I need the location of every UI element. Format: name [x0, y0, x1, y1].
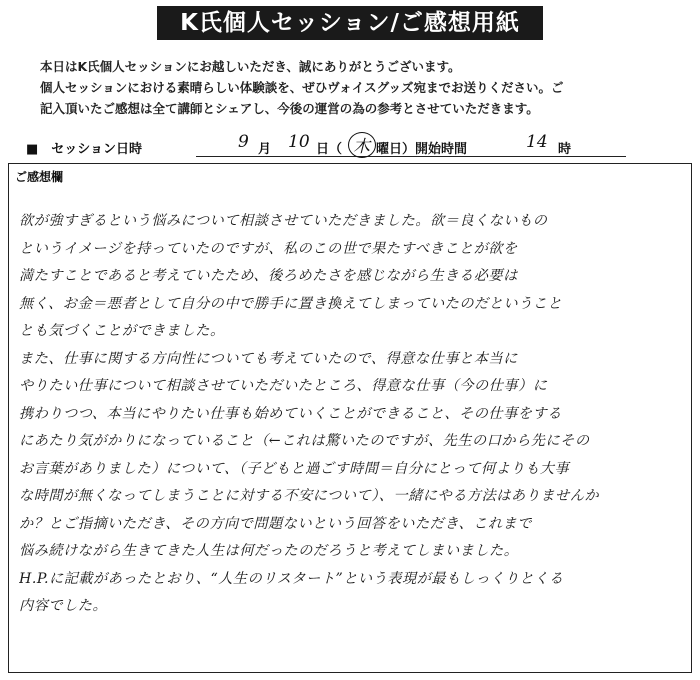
- feedback-box-label: ご感想欄: [15, 170, 64, 184]
- handwritten-line: また、仕事に関する方向性についても考えていたので、得意な仕事と本当に: [19, 350, 518, 367]
- month-value: 9: [238, 132, 249, 152]
- weekday-value: 木: [353, 137, 370, 157]
- handwritten-line: というイメージを持っていたのですが、私のこの世で果たすべきことが欲を: [19, 240, 518, 257]
- month-unit: 月: [258, 142, 272, 157]
- handwritten-line: な時間が無くなってしまうことに対する不安について）、一緒にやる方法はありませんか: [19, 488, 600, 504]
- handwritten-line: 内容でした。: [19, 598, 108, 614]
- intro-line: 本日はK氏個人セッションにお越しいただき、誠にありがとうございます。: [40, 59, 461, 74]
- handwritten-line: 携わりつつ、本当にやりたい仕事も始めていくことができること、その仕事をする: [19, 405, 562, 422]
- intro-text: [40, 56, 662, 119]
- session-datetime-row: [26, 132, 666, 158]
- handwritten-line: にあたり気がかりになっていること（←これは驚いたのですが、先生の口から先にその: [19, 433, 590, 449]
- intro-line: 個人セッションにおける素晴らしい体験談を、ぜひヴォイスグッズ宛までお送りください。ご: [40, 80, 564, 95]
- intro-line: 記入頂いたご感想は全て講師とシェアし、今後の運営の為の参考とさせていただきます。: [40, 101, 539, 116]
- hour-unit: 時: [558, 142, 572, 157]
- handwritten-line: とも気づくことができました。: [19, 323, 225, 339]
- day-value: 10: [288, 132, 310, 152]
- session-datetime-label: ■ セッション日時: [26, 142, 143, 157]
- handwritten-line: か？とご指摘いただき、その方向で問題ないという回答をいただき、これまで: [19, 515, 532, 532]
- form-title: K氏個人セッション/ご感想用紙: [157, 6, 543, 40]
- handwritten-feedback: [19, 208, 687, 621]
- handwritten-line: 無く、お金＝悪者として自分の中で勝手に置き換えてしまっていたのだということ: [19, 295, 563, 312]
- handwritten-line: やりたい仕事について相談させていただいたところ、得意な仕事（今の仕事）に: [19, 378, 548, 394]
- day-unit: 日（: [316, 142, 343, 157]
- handwritten-line: 悩み続けながら生きてきた人生は何だったのだろうと考えてしまいました。: [19, 543, 519, 559]
- handwritten-line: 満たすことであると考えていたため、後ろめたさを感じながら生きる必要は: [19, 268, 518, 284]
- handwritten-line: H.P.に記載があったとおり、“人生のリスタート”という表現が最もしっくりとくる: [19, 570, 564, 587]
- feedback-box: [8, 163, 692, 673]
- weekday-unit: 曜日）開始時間: [376, 142, 468, 157]
- handwritten-line: 欲が強すぎるという悩みについて相談させていただきました。欲＝良くないもの: [19, 213, 548, 229]
- hour-value: 14: [526, 132, 548, 152]
- handwritten-line: お言葉がありました）について、（子どもと過ごす時間＝自分にとって何よりも大事: [19, 460, 570, 477]
